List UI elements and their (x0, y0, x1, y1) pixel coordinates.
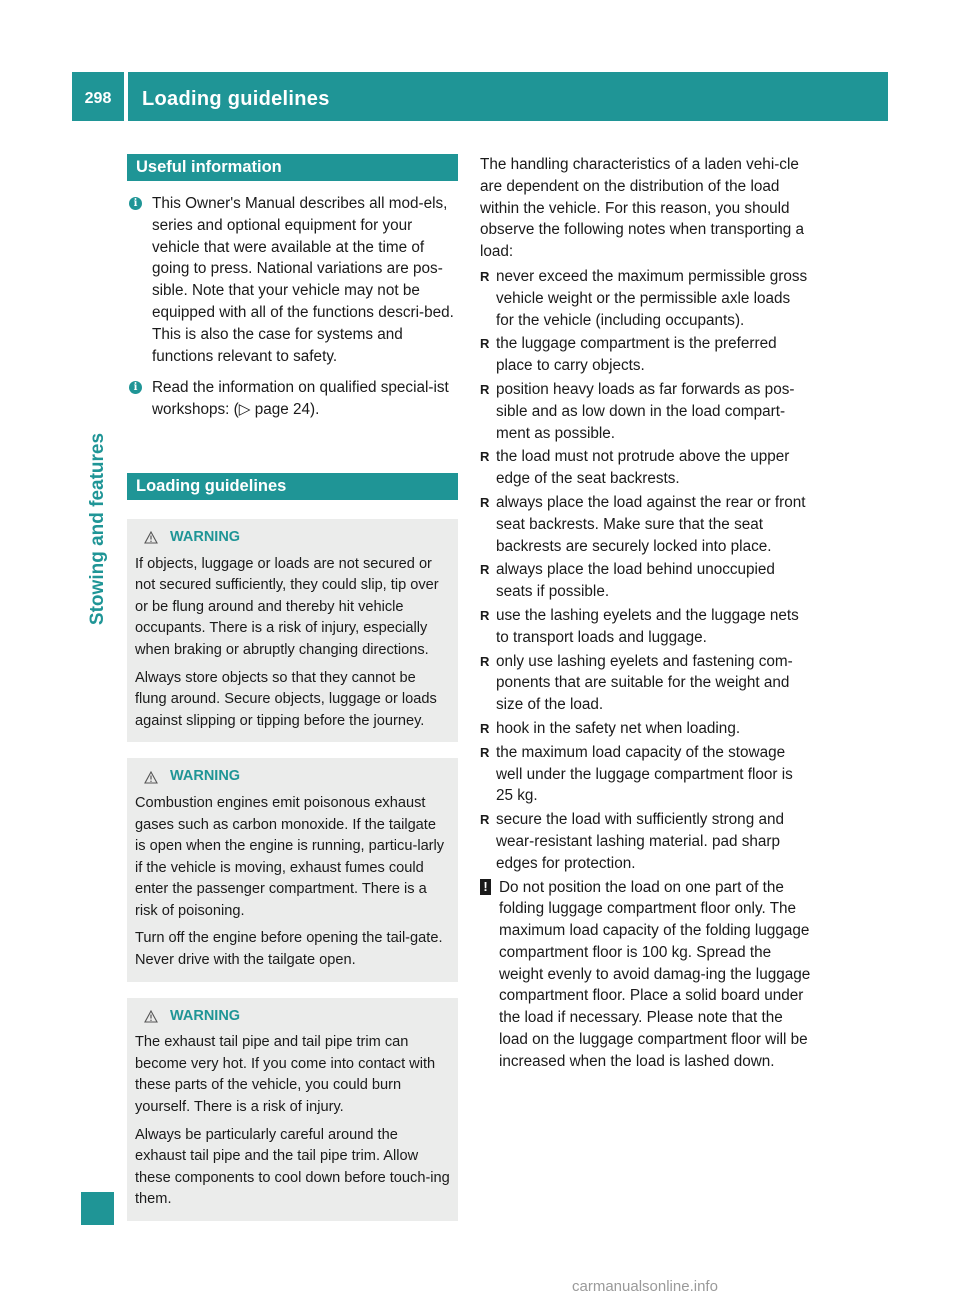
list-item (480, 333, 812, 377)
side-tab (72, 121, 121, 1241)
info-icon: i (129, 381, 142, 394)
bullet-R-icon: R (480, 744, 490, 760)
intro-paragraph: The handling characteristics of a laden vehi-cle are dependent on the distribution of the load within the vehicle. For this reason, you should observe the following notes when transporting a load: (480, 156, 804, 261)
list-item (480, 492, 812, 557)
side-tab-label: Stowing and features (87, 432, 108, 626)
left-column (127, 154, 458, 1221)
warning-triangle-icon (144, 771, 158, 784)
warning-title (144, 766, 450, 788)
header-divider (124, 72, 128, 121)
list-item-text: secure the load with sufficiently strong and wear-resistant lashing material. pad sharp edges for protection. (496, 811, 784, 872)
list-item (480, 379, 812, 444)
bullet-R-icon: R (480, 336, 490, 352)
info-note (127, 377, 458, 421)
warning-text: If objects, luggage or loads are not secured or not secured sufficiently, they could slip, tip over or be flung around and thereby hit vehicle occupants. There is a risk of injury, especially when braking or abruptly changing directions. (135, 555, 439, 658)
list-item-text: never exceed the maximum permissible gross vehicle weight or the permissible axle loads for the vehicle (including occupants). (496, 267, 808, 329)
list-item (480, 446, 812, 490)
list-item-text: hook in the safety net when loading. (496, 719, 741, 737)
bullet-R-icon: R (480, 449, 490, 465)
list-item-text: position heavy loads as far forwards as pos-sible and as low down in the load compart-ment as possible. (496, 380, 795, 442)
warning-box (127, 519, 458, 742)
warning-title-text: WARNING (170, 528, 241, 545)
warning-triangle-icon (144, 1010, 158, 1023)
list-item (480, 559, 812, 603)
right-column (480, 154, 812, 1073)
info-text: This Owner's Manual describes all mod-els, series and optional equipment for your vehicle that were available at the time of going to press. National variations are pos-sible. Note that your vehicle may not be equipped with all of the functions descri-bed. This is also the case for systems and functions relevant to safety. (152, 195, 454, 365)
warning-box (127, 998, 458, 1221)
bullet-R-icon: R (480, 562, 490, 578)
warning-text: The exhaust tail pipe and tail pipe trim can become very hot. If you come into contact with these parts of the vehicle, you could burn yourself. There is a risk of injury. (135, 1034, 436, 1116)
warning-title (144, 527, 450, 549)
bullet-R-icon: R (480, 812, 490, 828)
list-item-text: the luggage compartment is the preferred place to carry objects. (496, 335, 777, 375)
list-item (480, 718, 812, 740)
warning-box (127, 758, 458, 981)
list-item (480, 266, 812, 331)
page-number: 298 (84, 89, 112, 107)
section-heading-useful-information: Useful information (127, 154, 458, 181)
bullet-R-icon: R (480, 653, 490, 669)
page-title: Loading guidelines (142, 88, 330, 110)
side-tab-title (80, 432, 116, 626)
list-item (480, 651, 812, 716)
exclamation-icon: ! (480, 879, 491, 895)
side-tab-marker (81, 1192, 114, 1225)
list-item-text: use the lashing eyelets and the luggage nets to transport loads and luggage. (496, 606, 799, 646)
watermark: carmanualsonline.info (572, 1278, 718, 1295)
warning-text: Always store objects so that they cannot be flung around. Secure objects, luggage or loads against slipping or tipping before the journey. (135, 669, 437, 729)
warning-title (144, 1006, 450, 1028)
bullet-R-icon: R (480, 381, 490, 397)
list-item (480, 605, 812, 649)
list-item-text: the maximum load capacity of the stowage well under the luggage compartment floor is 25 kg. (496, 743, 793, 805)
bullet-R-icon: R (480, 494, 490, 510)
page-header (72, 72, 888, 121)
notice-text: Do not position the load on one part of the folding luggage compartment floor only. The maximum load capacity of the folding luggage compartment floor is 100 kg. Spread the weight evenly to avoid damag-ing the luggage compartment floor. Place a solid board under the load if necessary. Please note that the load on the luggage compartment floor will be increased when the load is lashed down. (499, 878, 811, 1070)
bullet-R-icon: R (480, 607, 490, 623)
bullet-R-icon: R (480, 268, 490, 284)
warning-text: Combustion engines emit poisonous exhaust gases such as carbon monoxide. If the tailgate is open when the engine is running, particu-larly if the vehicle is moving, exhaust fumes could enter the passenger compartment. There is a risk of poisoning. (135, 794, 445, 919)
info-icon: i (129, 197, 142, 210)
info-note (127, 193, 458, 367)
list-item-text: only use lashing eyelets and fastening com-ponents that are suitable for the weight and size of the load. (496, 652, 793, 714)
list-item (480, 809, 812, 874)
list-item-text: the load must not protrude above the upper edge of the seat backrests. (496, 448, 790, 488)
info-text: Read the information on qualified special-ist workshops: (▷ page 24). (152, 379, 449, 419)
warning-text: Turn off the engine before opening the tail-gate. Never drive with the tailgate open. (135, 930, 443, 969)
warning-title-text: WARNING (170, 768, 241, 785)
list-item (480, 742, 812, 807)
list-item-text: always place the load against the rear or front seat backrests. Make sure that the seat backrests are securely locked into place. (496, 493, 806, 555)
notice-note (480, 877, 812, 1073)
bullet-R-icon: R (480, 720, 490, 736)
list-item-text: always place the load behind unoccupied seats if possible. (496, 561, 775, 601)
warning-triangle-icon (144, 531, 158, 544)
loading-rules-list (480, 266, 812, 875)
section-heading-loading-guidelines: Loading guidelines (127, 473, 458, 500)
warning-title-text: WARNING (170, 1007, 241, 1024)
warning-text: Always be particularly careful around the exhaust tail pipe and the tail pipe trim. Allow these components to cool down before touch-ing them. (135, 1126, 450, 1208)
